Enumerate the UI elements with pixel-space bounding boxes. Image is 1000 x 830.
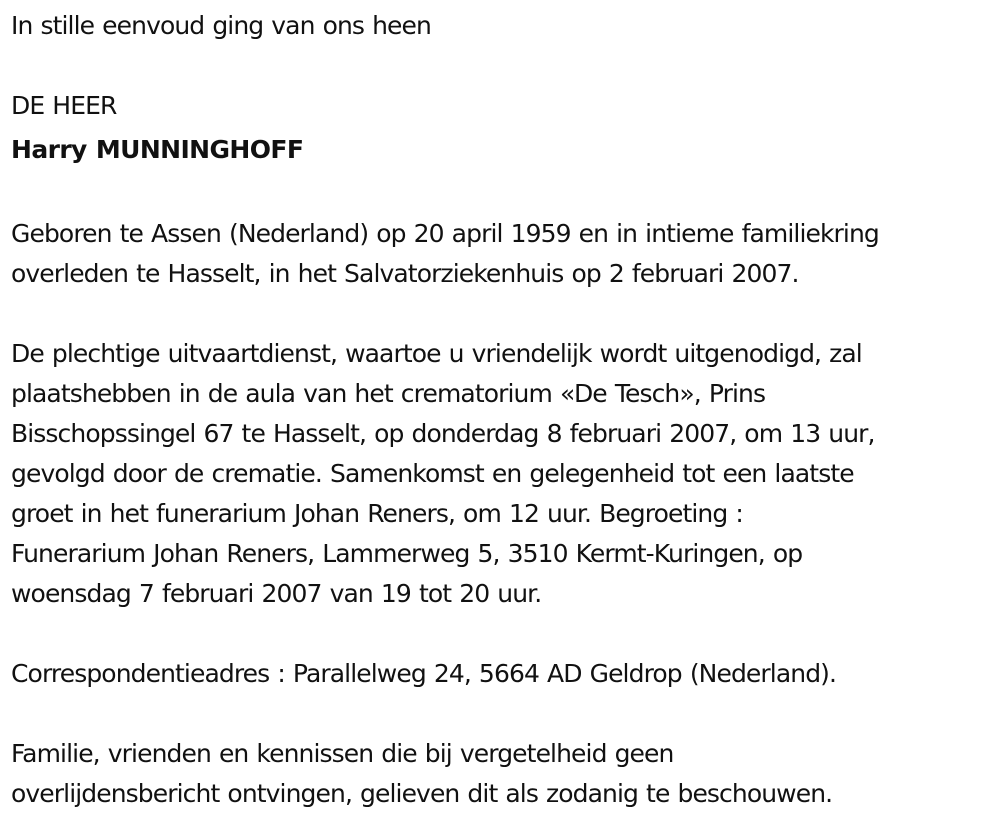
text-line: De plechtige uitvaartdienst, waartoe u vriendelijk wordt uitgenodigd, zal [11, 339, 862, 368]
text-line: overlijdensbericht ontvingen, gelieven dit als zodanig te beschouwen. [11, 779, 833, 808]
funeral-paragraph [11, 334, 996, 614]
text-line: Familie, vrienden en kennissen die bij vergetelheid geen [11, 739, 674, 768]
text-line: Funerarium Johan Reners, Lammerweg 5, 3510 Kermt-Kuringen, op [11, 539, 803, 568]
text-line: plaatshebben in de aula van het crematorium «De Tesch», Prins [11, 379, 766, 408]
death-notice [11, 6, 996, 814]
closing-paragraph [11, 734, 996, 814]
correspondence-address: Correspondentieadres : Parallelweg 24, 5664 AD Geldrop (Nederland). [11, 659, 837, 688]
deceased-name: Harry MUNNINGHOFF [11, 135, 304, 164]
birth-death-paragraph [11, 214, 996, 294]
text-line: gevolgd door de crematie. Samenkomst en gelegenheid tot een laatste [11, 459, 854, 488]
intro-line: In stille eenvoud ging van ons heen [11, 11, 431, 40]
honorific-title: DE HEER [11, 91, 117, 120]
text-line: Geboren te Assen (Nederland) op 20 april 1959 en in intieme familiekring [11, 219, 879, 248]
text-line: overleden te Hasselt, in het Salvatorziekenhuis op 2 februari 2007. [11, 259, 799, 288]
text-line: woensdag 7 februari 2007 van 19 tot 20 uur. [11, 579, 542, 608]
text-line: groet in het funerarium Johan Reners, om 12 uur. Begroeting : [11, 499, 743, 528]
text-line: Bisschopssingel 67 te Hasselt, op donderdag 8 februari 2007, om 13 uur, [11, 419, 875, 448]
